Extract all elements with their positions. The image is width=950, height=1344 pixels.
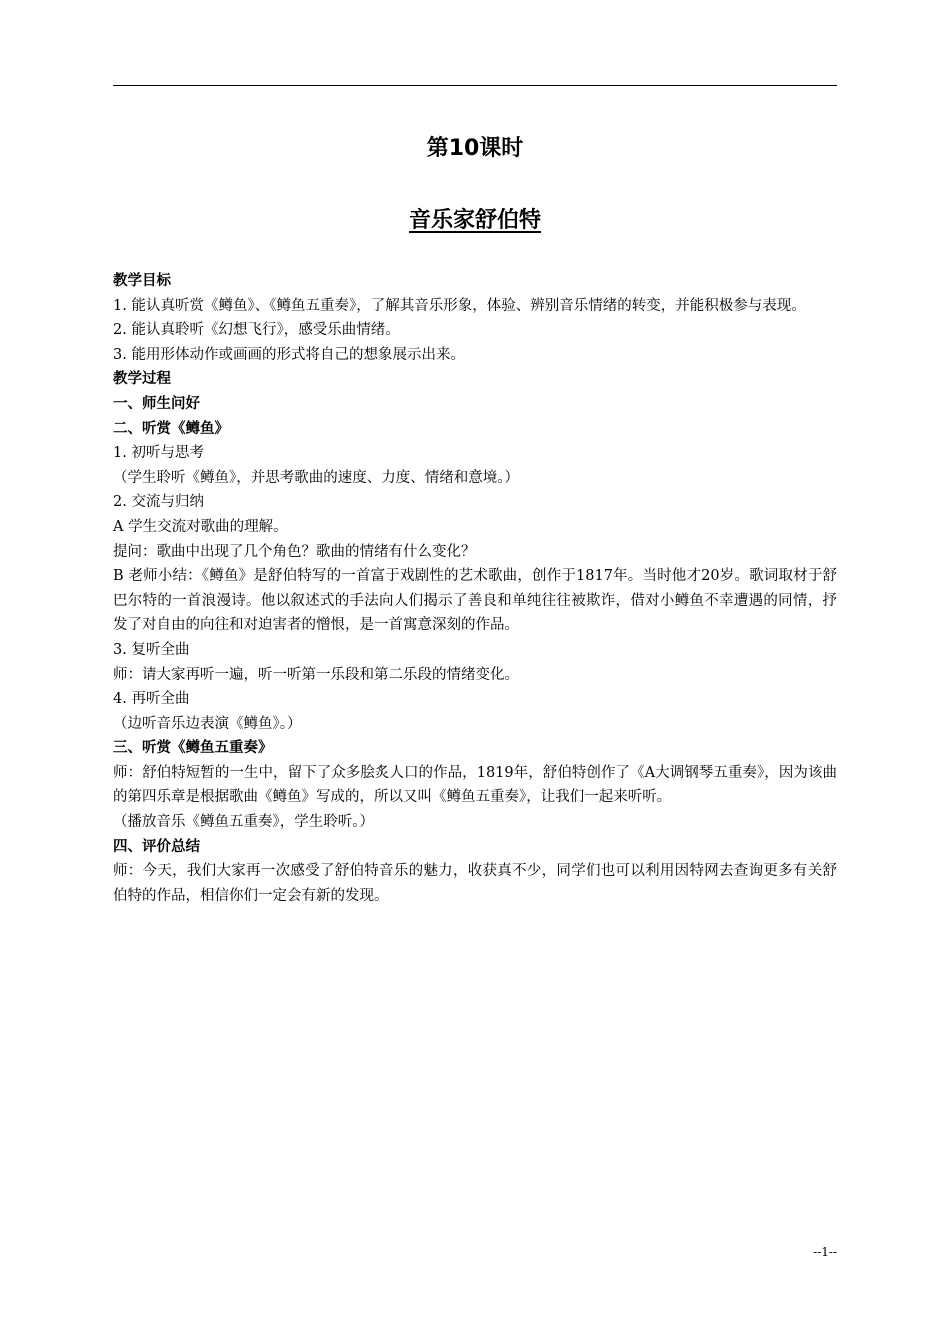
section-1: 一、师生问好 <box>113 395 200 412</box>
section-2: 二、听赏《鳟鱼》 <box>113 420 229 437</box>
step-2-1: 1. 初听与思考 <box>113 445 204 462</box>
step-2-2-question: 提问：歌曲中出现了几个角色？歌曲的情绪有什么变化？ <box>113 543 476 560</box>
step-2-4: 4. 再听全曲 <box>113 691 190 708</box>
lesson-number: 第10课时 <box>426 136 524 161</box>
step-2-3-note: 师：请大家再听一遍，听一听第一乐段和第二乐段的情绪变化。 <box>113 666 519 683</box>
step-2-4-note: （边听音乐边表演《鳟鱼》。） <box>113 715 302 732</box>
section-3: 三、听赏《鳟鱼五重奏》 <box>113 740 273 757</box>
heading-goals: 教学目标 <box>113 273 171 289</box>
goal-2: 2. 能认真聆听《幻想飞行》，感受乐曲情绪。 <box>113 322 400 339</box>
step-2-2-a: A 学生交流对歌曲的理解。 <box>113 518 288 535</box>
heading-process: 教学过程 <box>113 371 171 388</box>
section-3-note: （播放音乐《鳟鱼五重奏》，学生聆听。） <box>113 814 374 831</box>
lesson-title <box>0 205 950 237</box>
section-4: 四、评价总结 <box>113 838 200 855</box>
step-2-3: 3. 复听全曲 <box>113 641 190 658</box>
section-4-text: 师：今天，我们大家再一次感受了舒伯特音乐的魅力，收获真不少，同学们也可以利用因特网去查询更多有关舒伯特的作品，相信你们一定会有新的发现。 <box>113 863 837 904</box>
header-rule <box>113 85 837 86</box>
section-3-text: 师：舒伯特短暂的一生中，留下了众多脍炙人口的作品，1819年，舒伯特创作了《A大调钢琴五重奏》，因为该曲的第四乐章是根据歌曲《鳟鱼》写成的，所以又叫《鳟鱼五重奏》，让我们一起来听听。 <box>113 764 837 806</box>
goal-1: 1. 能认真听赏《鳟鱼》、《鳟鱼五重奏》，了解其音乐形象，体验、辨别音乐情绪的转变，并能积极参与表现。 <box>113 297 806 314</box>
step-2-1-note: （学生聆听《鳟鱼》，并思考歌曲的速度、力度、情绪和意境。） <box>113 469 519 486</box>
step-2-2-b: B 老师小结：《鳟鱼》是舒伯特写的一首富于戏剧性的艺术歌曲，创作于1817年。当时他才20岁。歌词取材于舒巴尔特的一首浪漫诗。他以叙述式的手法向人们揭示了善良和单纯往往被欺诈，借对小鳟鱼不幸遭遇的同情，抒发了对自由的向往和对迫害者的憎恨，是一首寓意深刻的作品。 <box>113 568 837 634</box>
page-number: --1-- <box>813 1245 837 1259</box>
step-2-2: 2. 交流与归纳 <box>113 494 204 511</box>
lesson-title-text: 音乐家舒伯特 <box>408 208 541 233</box>
lesson-content <box>113 269 837 908</box>
goal-3: 3. 能用形体动作或画画的形式将自己的想象展示出来。 <box>113 346 465 363</box>
